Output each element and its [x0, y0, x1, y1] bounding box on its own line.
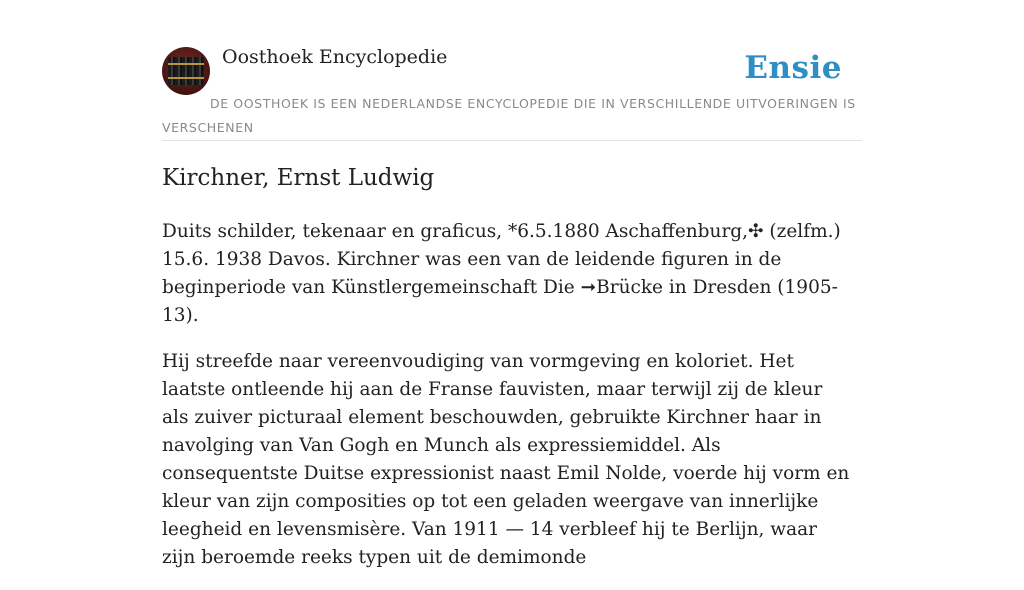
article-title: Kirchner, Ernst Ludwig: [162, 165, 435, 191]
source-tagline: DE OOSTHOEK IS EEN NEDERLANDSE ENCYCLOPEDIE DIE IN VERSCHILLENDE UITVOERINGEN IS VERSCHENEN: [162, 96, 856, 135]
bookshelf-avatar-icon[interactable]: [162, 47, 210, 95]
article-paragraph: Duits schilder, tekenaar en graficus, *6.5.1880 Aschaffenburg,✣ (zelfm.) 15.6. 1938 Davos. Kirchner was een van de leidende figuren in de beginperiode van Künstlergemeinschaft Die ➞Brücke in Dresden (1905-13).: [162, 221, 841, 326]
source-name-link[interactable]: Oosthoek Encyclopedie: [222, 46, 448, 68]
article-paragraph: Hij streefde naar vereenvoudiging van vormgeving en koloriet. Het laatste ontleende hij aan de Franse fauvisten, maar terwijl zij de kleur als zuiver picturaal element beschouwden, gebruikte Kirchner haar in navolging van Van Gogh en Munch als expressiemiddel. Als consequentste Duitse expressionist naast Emil Nolde, voerde hij vorm en kleur van zijn composities op tot een geladen weergave van innerlijke leegheid en levensmisère. Van 1911 — 14 verbleef hij te Berlijn, waar zijn beroemde reeks typen uit de demimonde: [162, 351, 850, 568]
brand-logo[interactable]: Ensie: [744, 50, 842, 86]
site-header: [162, 46, 862, 141]
article: [162, 160, 852, 590]
